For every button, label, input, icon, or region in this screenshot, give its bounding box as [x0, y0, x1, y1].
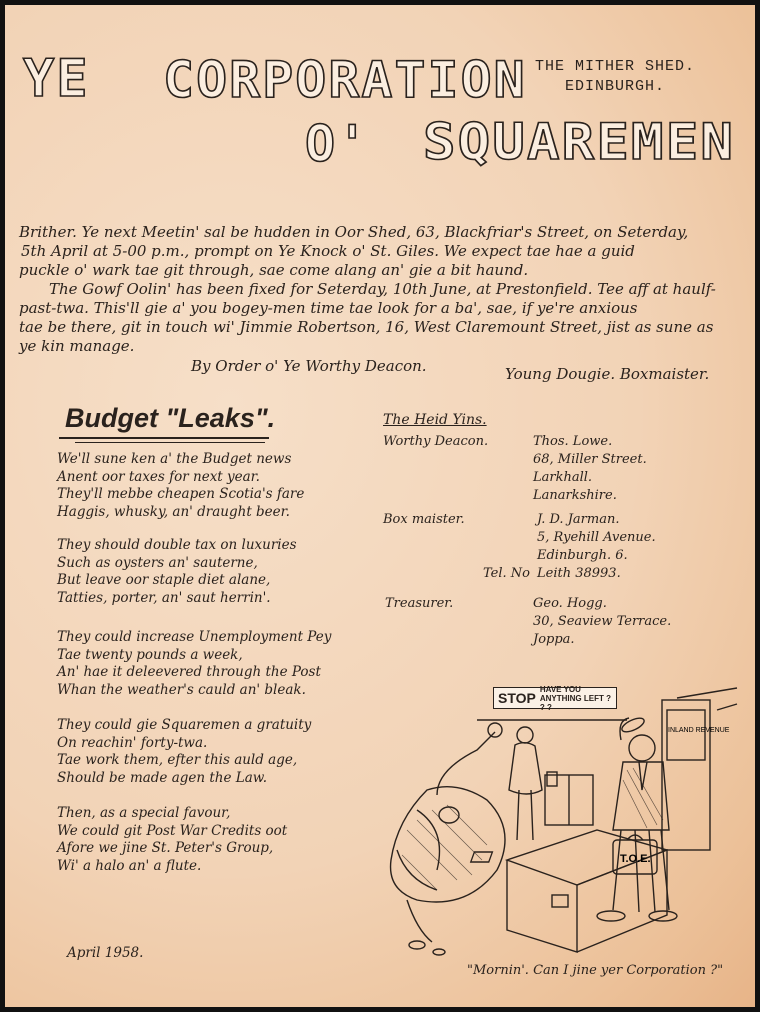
poem-line: They'll mebbe cheapen Scotia's fare	[57, 486, 305, 502]
counter-front	[507, 860, 577, 952]
briefcase-label: T.O.E.	[620, 853, 651, 865]
collapsed-man-body	[391, 787, 505, 902]
poem-stanza-4	[57, 717, 311, 787]
poem-line: Haggis, whusky, an' draught beer.	[57, 503, 290, 520]
notice-line-2: 5th April at 5-00 p.m., prompt on Ye Knock o' St. Giles. We expect tae hae a guid	[21, 242, 635, 260]
notice-line-5: past-twa. This'll gie a' you bogey-men time tae look for a ba', sae, if ye're anxious	[19, 299, 638, 317]
officer-line: Edinburgh. 6.	[537, 548, 628, 563]
officer-line: Larkhall.	[533, 470, 593, 485]
title-word-ye: YE	[23, 49, 90, 109]
officer-line: J. D. Jarman.	[537, 512, 620, 527]
poem-line: Tatties, porter, an' saut herrin'.	[57, 589, 271, 606]
poem-line: Anent oor taxes for next year.	[57, 468, 260, 485]
officer-line: 68, Miller Street.	[533, 452, 647, 467]
woman-head	[517, 727, 533, 743]
address-line-1: THE MITHER SHED.	[534, 58, 696, 75]
collapsed-man-hand	[488, 723, 502, 737]
woman-papers	[547, 772, 557, 786]
notice-line-1: Brither. Ye next Meetin' sal be hudden in Oor Shed, 63, Blackfriar's Street, on Seterday,	[19, 223, 689, 241]
stop-sign-question: HAVE YOU ANYTHING LEFT ? ? ?	[539, 684, 611, 712]
stop-sign-word: STOP	[498, 690, 536, 706]
poem-title: Budget "Leaks".	[65, 403, 276, 433]
title-word-o: O'	[305, 115, 370, 173]
address-line-2: EDINBURGH.	[564, 78, 665, 95]
title-word-squaremen: SQUAREMEN	[423, 113, 736, 171]
official-hat	[620, 715, 646, 734]
poem-line: An' hae it deleevered through the Post	[57, 664, 321, 680]
officer-role-deacon: Worthy Deacon.	[383, 434, 489, 449]
officers-heading: The Heid Yins.	[383, 412, 487, 428]
collapsed-man-arm	[437, 732, 495, 795]
officer-line: Thos. Lowe.	[533, 434, 613, 449]
cartoon-caption: "Mornin'. Can I jine yer Corporation ?"	[467, 963, 724, 978]
notice-line-7: ye kin manage.	[19, 337, 135, 355]
counter-box	[552, 895, 568, 907]
officer-role-treasurer: Treasurer.	[385, 596, 454, 611]
official-head	[629, 735, 655, 761]
notice-line-3: puckle o' wark tae git through, sae come alang an' gie a bit haund.	[19, 261, 529, 279]
collapsed-man-head	[439, 807, 459, 823]
poem-line: We'll sune ken a' the Budget news	[57, 451, 292, 467]
address-block	[510, 57, 720, 97]
signature-line: Young Dougie. Boxmaister.	[505, 365, 710, 383]
poem-line: Afore we jine St. Peter's Group,	[57, 840, 274, 856]
poem-line: But leave oor staple diet alane,	[57, 572, 271, 588]
poem-line: On reachin' forty-twa.	[57, 734, 208, 751]
officer-line: Geo. Hogg.	[533, 596, 607, 611]
poem-stanza-1	[57, 451, 304, 521]
poem-line: Tae twenty pounds a week,	[57, 646, 243, 663]
door-sign-label: INLAND REVENUE	[668, 727, 730, 734]
poem-line: They should double tax on luxuries	[57, 537, 297, 553]
officer-role-telephone: Tel. No	[483, 566, 530, 581]
officer-line: Lanarkshire.	[533, 488, 617, 503]
poem-title-underline	[59, 437, 269, 439]
official-shoe-left	[597, 911, 625, 921]
poem-line: Then, as a special favour,	[57, 805, 231, 821]
poem-line: Such as oysters an' sauterne,	[57, 554, 258, 571]
poem-line: Whan the weather's cauld an' bleak.	[57, 681, 306, 698]
counter-papers	[471, 852, 493, 862]
door-panel	[667, 710, 705, 760]
notice-paragraph	[19, 223, 716, 356]
poem-line: They could gie Squaremen a gratuity	[57, 717, 312, 733]
officer-line: 5, Ryehill Avenue.	[537, 530, 656, 545]
poem-line: Should be made agen the Law.	[57, 769, 268, 786]
officer-role-boxmaister: Box maister.	[383, 512, 465, 527]
notice-line-6: tae be there, git in touch wi' Jimmie Robertson, 16, West Claremount Street, jist as sune as	[19, 318, 714, 336]
title-word-corporation: CORPORATION	[163, 51, 527, 109]
officer-details-boxmaister	[537, 511, 656, 565]
officer-line: Joppa.	[533, 632, 575, 647]
poem-stanza-5	[57, 805, 287, 875]
issue-date: April 1958.	[67, 945, 144, 961]
poem-line: We could git Post War Credits oot	[57, 822, 288, 839]
poem-title-underline-2	[75, 442, 265, 443]
woman-dress	[509, 743, 542, 794]
officer-details-treasurer	[533, 595, 671, 649]
poem-line: They could increase Unemployment Pey	[57, 629, 332, 645]
dropped-coins	[409, 941, 425, 949]
cartoon-illustration	[377, 680, 747, 970]
officer-details-deacon	[533, 433, 647, 505]
poem-stanza-2	[57, 537, 297, 607]
notice-line-4: The Gowf Oolin' has been fixed for Seterday, 10th June, at Prestonfield. Tee aff at haulf-	[49, 280, 716, 298]
officer-details-telephone: Leith 38993.	[537, 566, 621, 581]
poem-stanza-3	[57, 629, 331, 699]
poem-line: Wi' a halo an' a flute.	[57, 857, 202, 874]
by-order-line: By Order o' Ye Worthy Deacon.	[191, 357, 427, 375]
newsletter-page	[5, 5, 755, 1007]
poem-line: Tae work them, efter this auld age,	[57, 752, 298, 768]
officer-line: 30, Seaview Terrace.	[533, 614, 672, 629]
